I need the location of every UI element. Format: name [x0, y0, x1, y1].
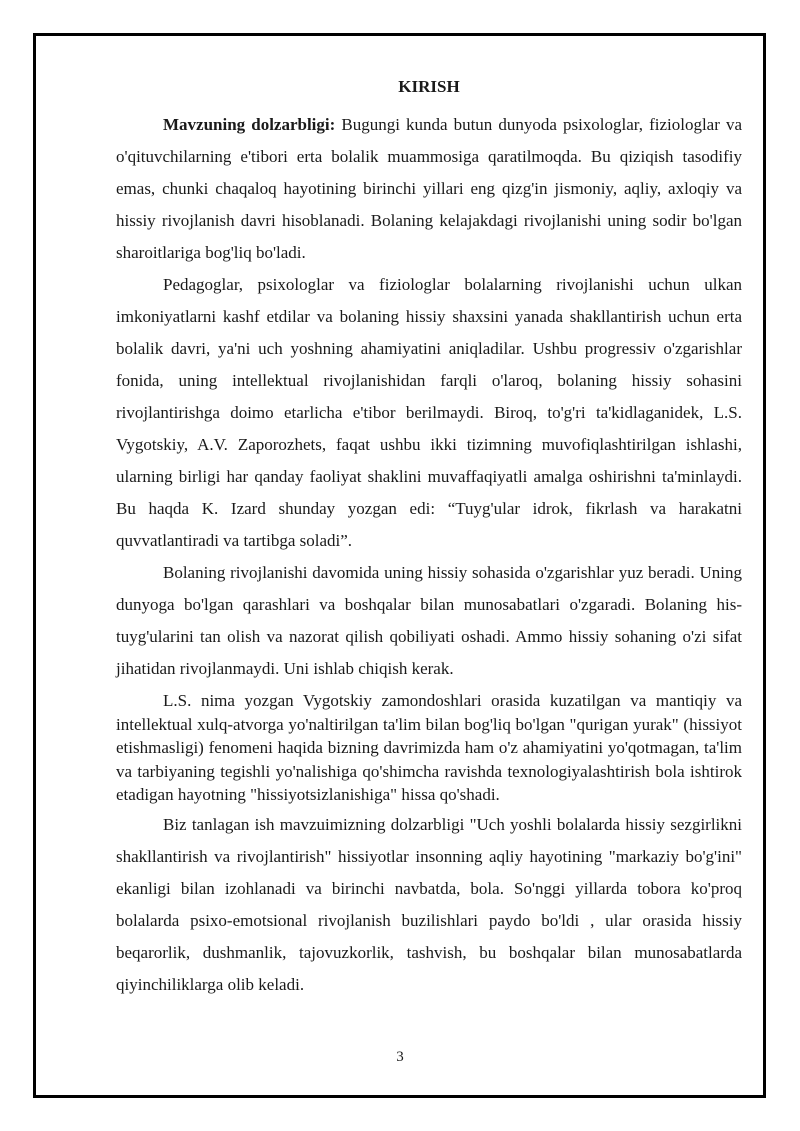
paragraph-pedagogues: Pedagoglar, psixologlar va fiziologlar bolalarning rivojlanishi uchun ulkan imkoniyatlarni kashf etdilar va bolaning hissiy shaxsini yanada shakllantirish uchun erta bolalik davri, ya'ni uch yoshning ahamiyatini aniqladilar. Ushbu progressiv o'zgarishlar fonida, uning intellektual rivojlanishidan farqli o'laroq, bolaning hissiy sohasini rivojlantirishga doimo etarlicha e'tibor berilmaydi. Biroq, to'g'ri ta'kidlaganidek, L.S. Vygotskiy, A.V. Zaporozhets, faqat ushbu ikki tizimning muvofiqlashtirilgan ishlashi, ularning birligi har qanday faoliyat shaklini muvaffaqiyatli amalga oshirishni ta'minlaydi. Bu haqda K. Izard shunday yozgan edi: “Tuyg'ular idrok, fikrlash va harakatni quvvatlantiradi va tartibga soladi”.: [116, 275, 742, 550]
paragraph-relevance: [116, 109, 742, 269]
paragraph-vygotsky: L.S. nima yozgan Vygotskiy zamondoshlari orasida kuzatilgan va mantiqiy va intellektual xulq-atvorga yo'naltirilgan ta'lim bilan bog'liq bo'lgan "qurigan yurak" (hissiyot etishmasligi) fenomeni haqida bizning davrimizda ham o'z ahamiyatini yo'qotmagan, ta'lim va tarbiyaning tegishli yo'nalishiga qo'shimcha ravishda texnologiyalashtirish bola ishtirok etadigan hayotning "hissiyotsizlanishiga" hissa qo'shadi.: [116, 691, 742, 804]
document-body: [116, 74, 742, 1001]
paragraph-lead: Mavzuning dolzarbligi:: [163, 115, 336, 134]
paragraph-topic-relevance: Biz tanlagan ish mavzuimizning dolzarbligi "Uch yoshli bolalarda hissiy sezgirlikni shakllantirish va rivojlantirish" hissiyotlar insonning aqliy hayotining "markaziy bo'g'ini" ekanligi bilan izohlanadi va birinchi navbatda, bola. So'nggi yillarda tobora ko'proq bolalarda psixo-emotsional rivojlanish buzilishlari paydo bo'ldi , ular orasida hissiy beqarorlik, dushmanlik, tajovuzkorlik, tashvish, bu boshqalar bilan munosabatlarda qiyinchiliklarga olib keladi.: [116, 814, 742, 994]
page-number: 3: [396, 1049, 404, 1065]
section-title: KIRISH: [398, 77, 460, 96]
paragraph-development: Bolaning rivojlanishi davomida uning hissiy sohasida o'zgarishlar yuz beradi. Uning dunyoga bo'lgan qarashlari va boshqalar bilan munosabatlari o'zgaradi. Bolaning his-tuyg'ularini tan olish va nazorat qilish qobiliyati oshadi. Ammo hissiy sohaning o'zi sifat jihatidan rivojlanmaydi. Uni ishlab chiqish kerak.: [116, 563, 742, 678]
paragraph-text: Bugungi kunda butun dunyoda psixologlar, fiziologlar va o'qituvchilarning e'tibori erta bolalik muammosiga qaratilmoqda. Bu qiziqish tasodifiy emas, chunki chaqaloq hayotining birinchi yillari eng qizg'in jismoniy, aqliy, axloqiy va hissiy rivojlanish davri hisoblanadi. Bolaning kelajakdagi rivojlanishi uning sodir bo'lgan sharoitlariga bog'liq bo'ladi.: [116, 115, 742, 262]
